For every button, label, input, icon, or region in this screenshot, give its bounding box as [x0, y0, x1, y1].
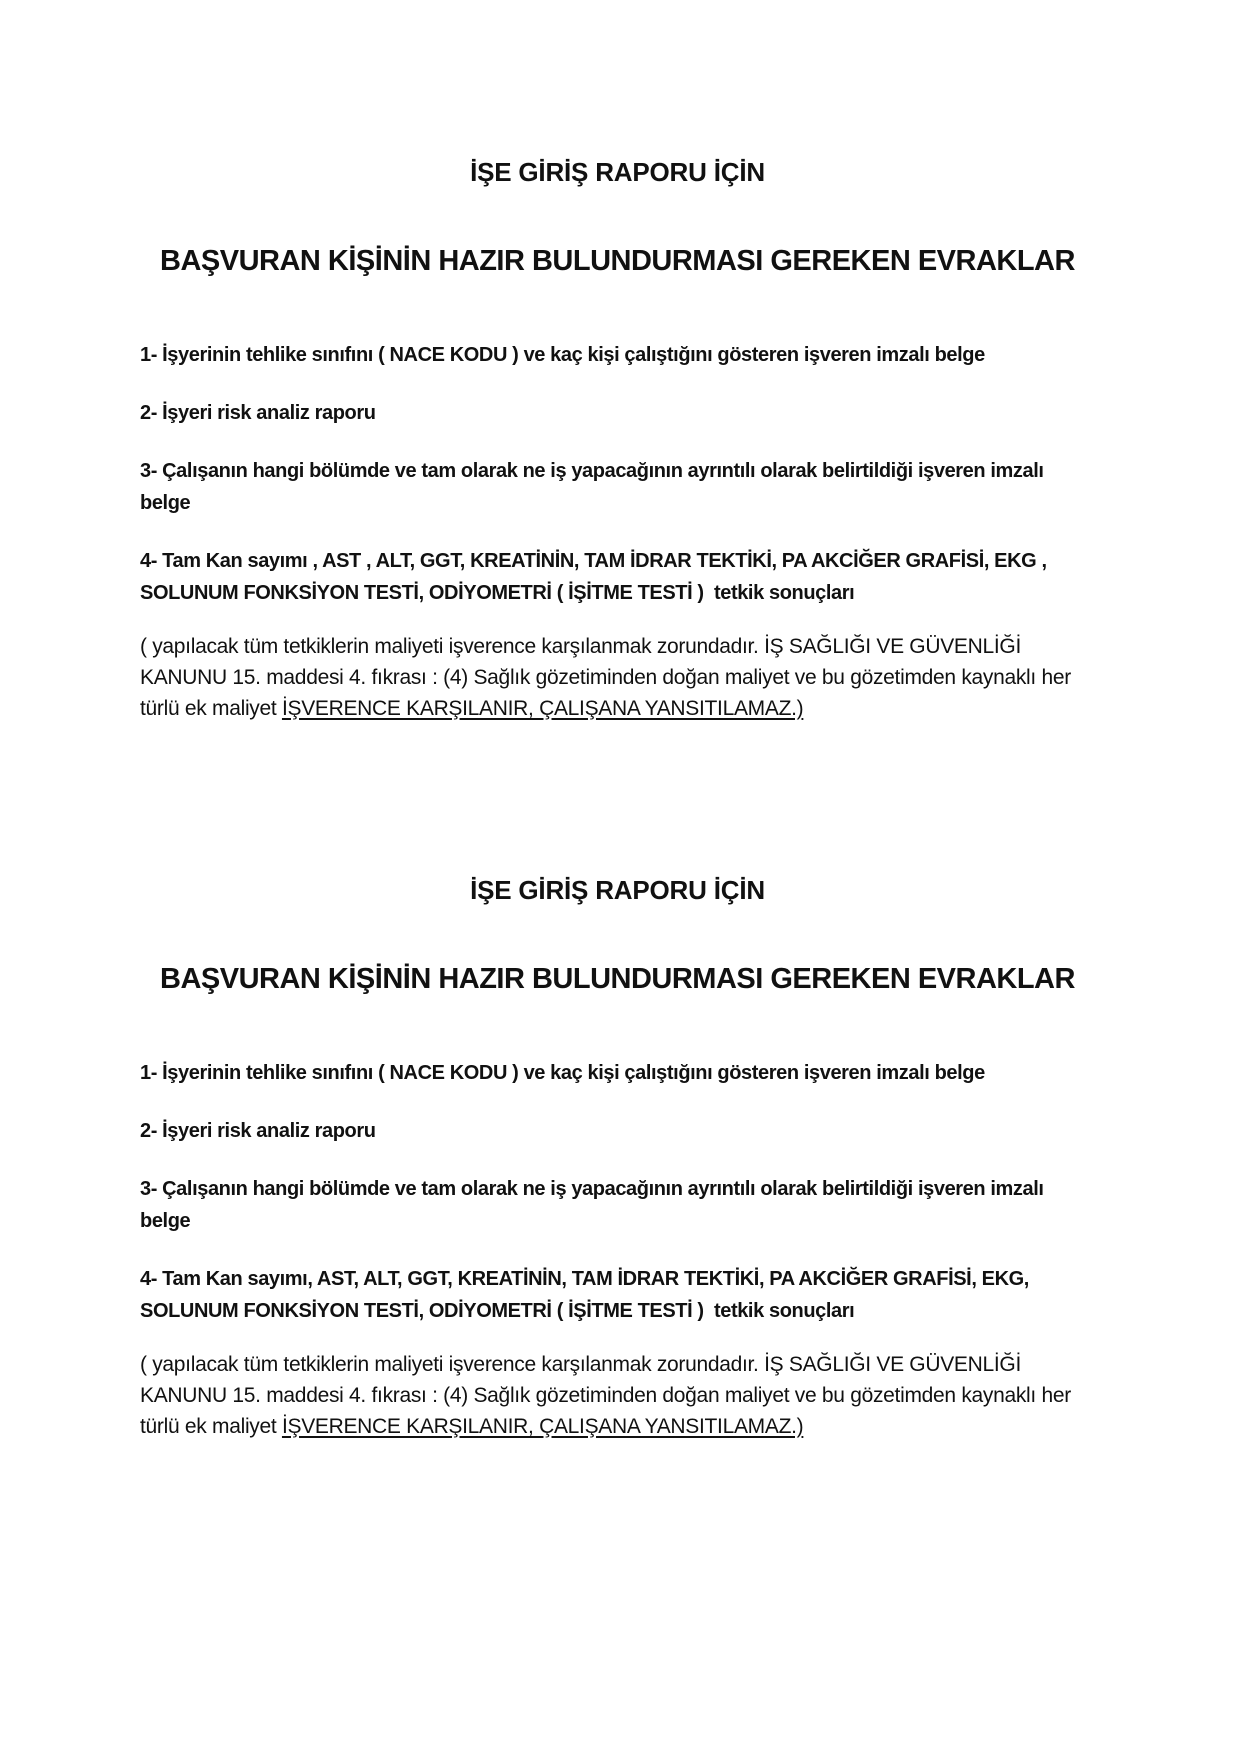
- cost-note-text: ( yapılacak tüm tetkiklerin maliyeti işverence karşılanmak zorundadır. İŞ SAĞLIĞI VE GÜVENLİĞİ KANUNU 15. maddesi 4. fıkrası : (4) Sağlık gözetiminden doğan maliyet ve bu gözetimden kaynaklı her türlü ek maliyet: [140, 1353, 1077, 1438]
- list-item-risk-analysis: 2- İşyeri risk analiz raporu: [140, 1120, 376, 1142]
- list-item-job-description: 3- Çalışanın hangi bölümde ve tam olarak ne iş yapacağının ayrıntılı olarak belirtildiği işveren imzalı belge: [140, 1178, 1049, 1232]
- list-item-medical-tests: 4- Tam Kan sayımı , AST , ALT, GGT, KREATİNİN, TAM İDRAR TEKTİKİ, PA AKCİĞER GRAFİSİ, EKG , SOLUNUM FONKSİYON TESTİ, ODİYOMETRİ ( İŞİTME TESTİ ) tetkik sonuçları: [140, 550, 1052, 604]
- document-section-1: [140, 155, 1095, 724]
- list-item-risk-analysis: 2- İşyeri risk analiz raporu: [140, 402, 376, 424]
- cost-note-underlined-text: İŞVERENCE KARŞILANIR, ÇALIŞANA YANSITILAMAZ.): [281, 697, 804, 720]
- report-title: İŞE GİRİŞ RAPORU İÇİN: [470, 875, 765, 905]
- required-documents-heading: BAŞVURAN KİŞİNİN HAZIR BULUNDURMASI GEREKEN EVRAKLAR: [160, 245, 1075, 277]
- report-title: İŞE GİRİŞ RAPORU İÇİN: [470, 157, 765, 187]
- cost-note-underlined-text: İŞVERENCE KARŞILANIR, ÇALIŞANA YANSITILAMAZ.): [281, 1415, 804, 1438]
- cost-note: [140, 1349, 1095, 1442]
- cost-note-text: ( yapılacak tüm tetkiklerin maliyeti işverence karşılanmak zorundadır. İŞ SAĞLIĞI VE GÜVENLİĞİ KANUNU 15. maddesi 4. fıkrası : (4) Sağlık gözetiminden doğan maliyet ve bu gözetimden kaynaklı her türlü ek maliyet: [140, 635, 1077, 720]
- cost-note: [140, 631, 1095, 724]
- list-item-job-description: 3- Çalışanın hangi bölümde ve tam olarak ne iş yapacağının ayrıntılı olarak belirtildiği işveren imzalı belge: [140, 460, 1049, 514]
- list-item-nace-code: 1- İşyerinin tehlike sınıfını ( NACE KODU ) ve kaç kişi çalıştığını gösteren işveren imzalı belge: [140, 1062, 985, 1084]
- document-section-2: [140, 873, 1095, 1442]
- required-documents-heading: BAŞVURAN KİŞİNİN HAZIR BULUNDURMASI GEREKEN EVRAKLAR: [160, 963, 1075, 995]
- list-item-nace-code: 1- İşyerinin tehlike sınıfını ( NACE KODU ) ve kaç kişi çalıştığını gösteren işveren imzalı belge: [140, 344, 985, 366]
- list-item-medical-tests: 4- Tam Kan sayımı, AST, ALT, GGT, KREATİNİN, TAM İDRAR TEKTİKİ, PA AKCİĞER GRAFİSİ, EKG, SOLUNUM FONKSİYON TESTİ, ODİYOMETRİ ( İŞİTME TESTİ ) tetkik sonuçları: [140, 1268, 1035, 1322]
